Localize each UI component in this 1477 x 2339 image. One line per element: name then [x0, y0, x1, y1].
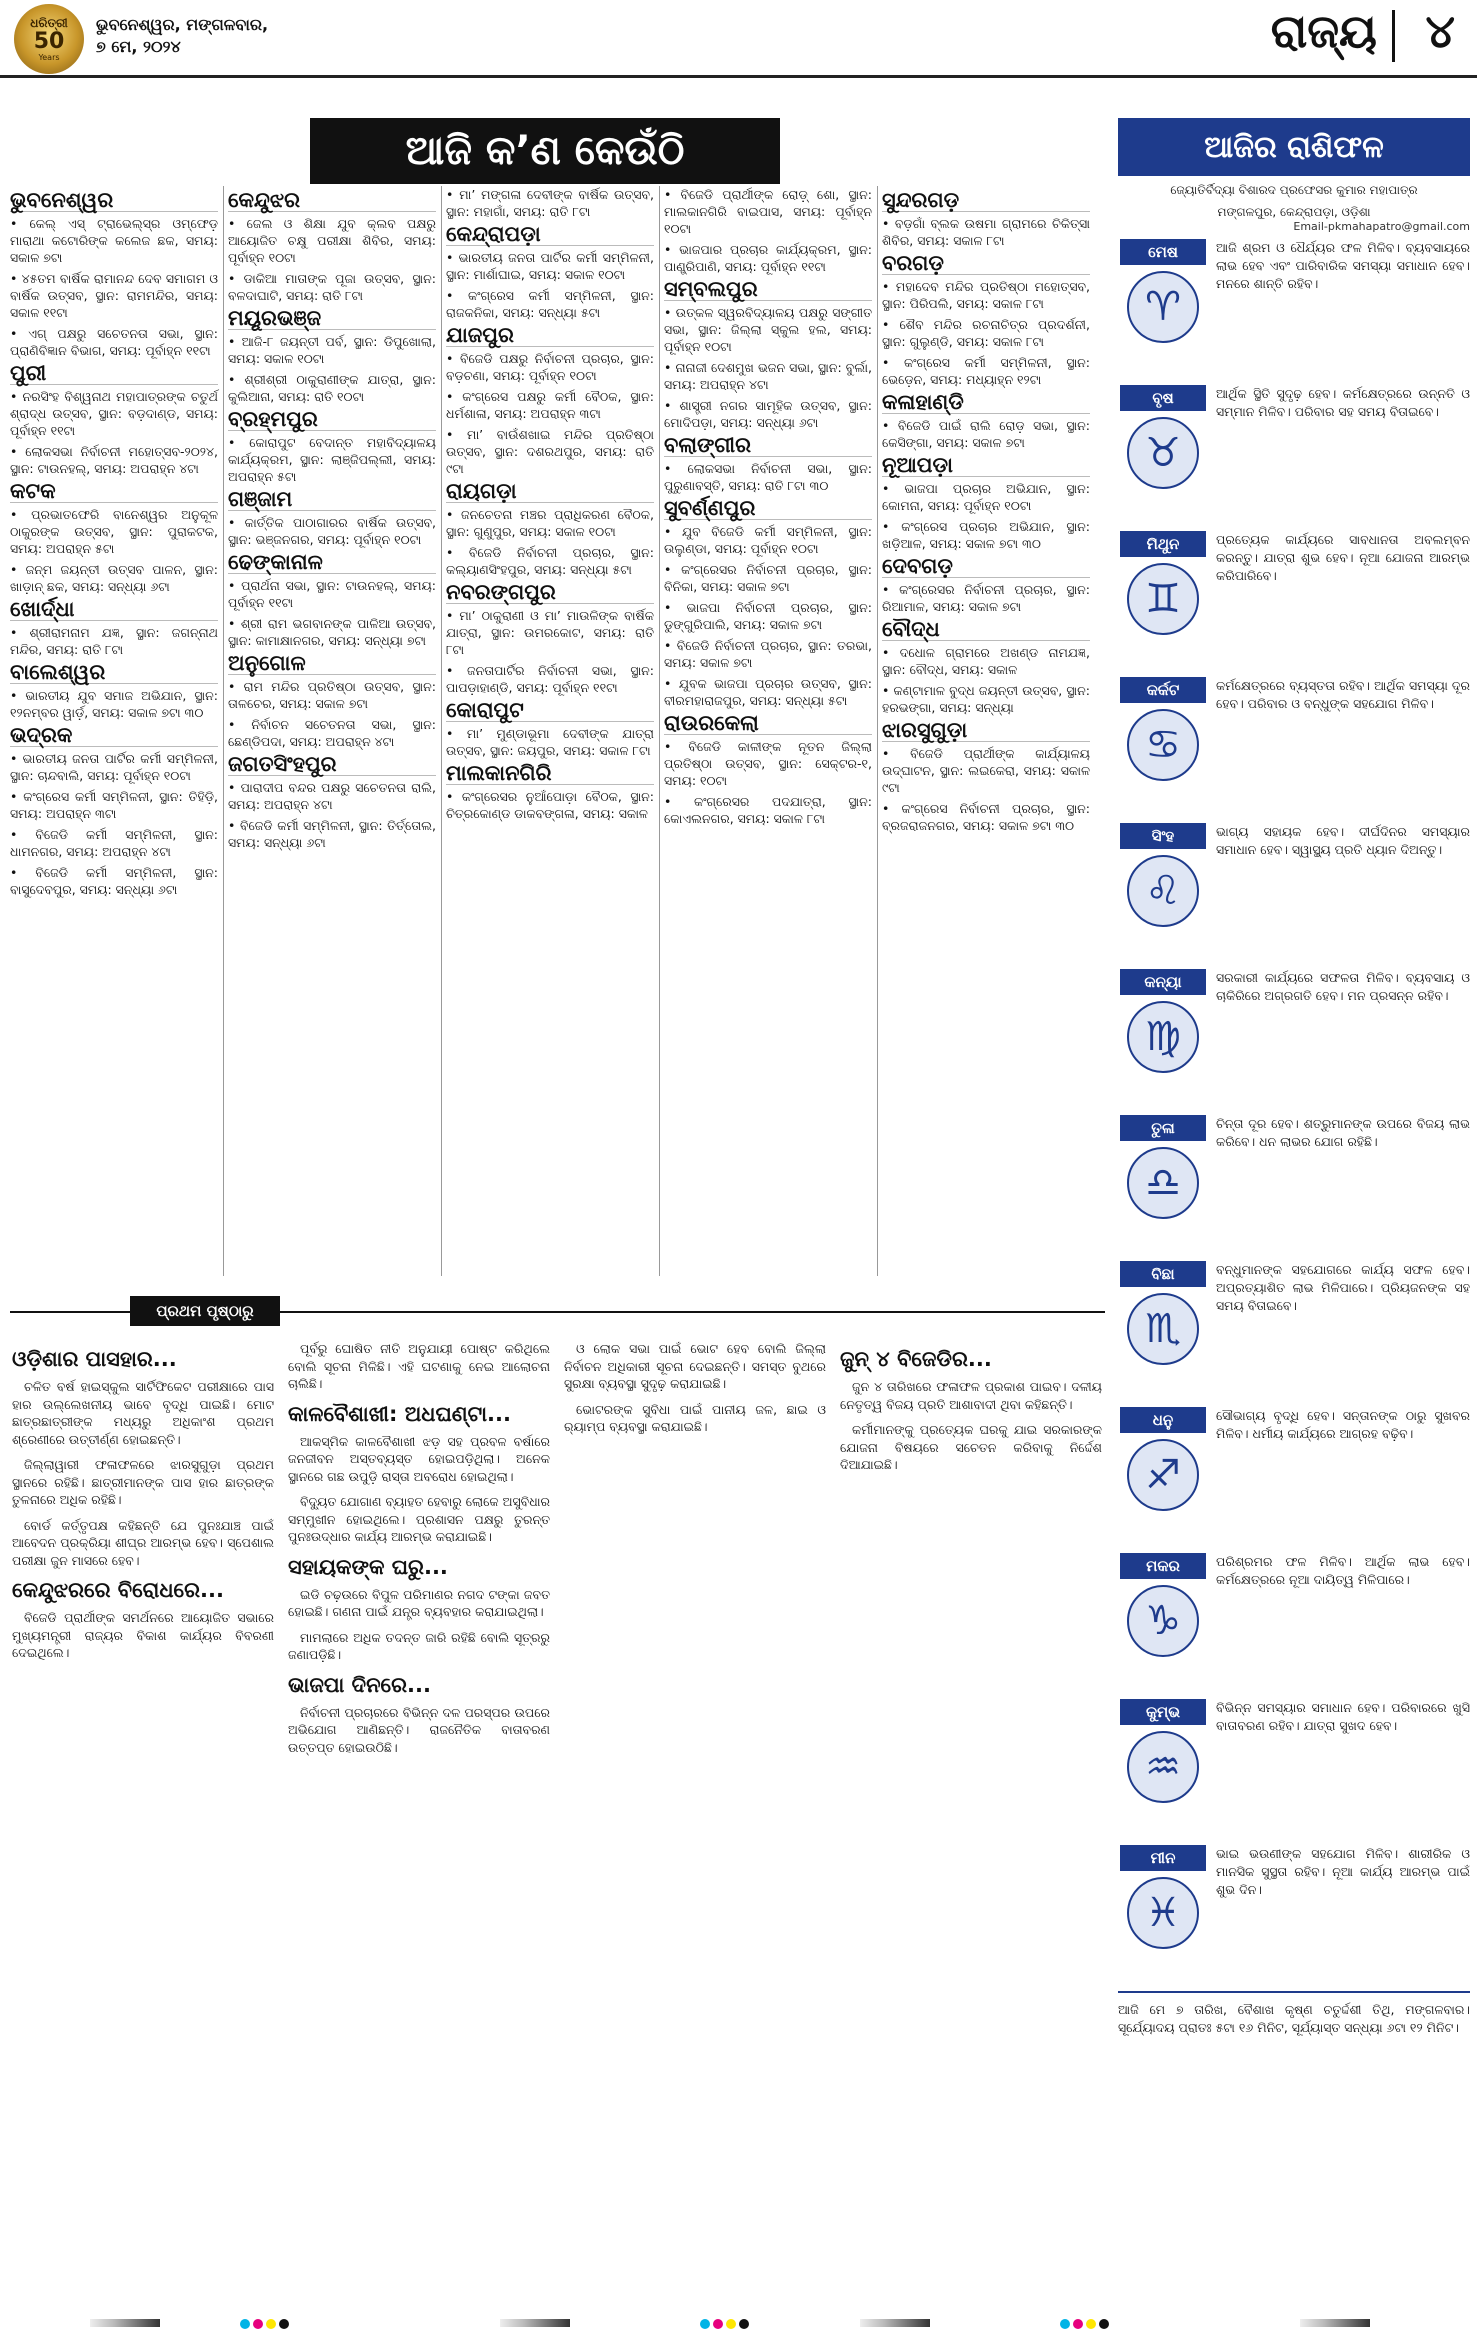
event-item: • ପ୍ରାର୍ଥନା ସଭା, ସ୍ଥାନ: ଟାଉନହଲ୍‌, ସମୟ: ପୂର୍ବାହ୍ନ ୧୧ଟା: [228, 577, 436, 611]
grey-scale-bar: [90, 2319, 160, 2327]
event-item: • ୪୫ତମ ବାର୍ଷିକ ରାମାନନ୍ଦ ଦେବ ସମାଗମ ଓ ବାର୍ଷିକ ଉତ୍ସବ, ସ୍ଥାନ: ରାମମନ୍ଦିର, ସମୟ: ସକାଳ ୧୧ଟା: [10, 270, 218, 321]
article-column: [12, 1340, 274, 1670]
grey-scale-bar: [860, 2319, 930, 2327]
zodiac-badge: [1118, 1261, 1208, 1393]
zodiac-badge: [1118, 1407, 1208, 1539]
horoscope-author-address: ମଙ୍ଗଳପୁର, କେନ୍ଦ୍ରାପଡ଼ା, ଓଡ଼ିଶା: [1217, 205, 1371, 219]
event-item: • ବଡ଼ଗାଁ ବ୍ଲକ ଉଷମା ଗ୍ରାମରେ ଚିକିତ୍ସା ଶିବିର, ସମୟ: ସକାଳ ୮ଟା: [882, 215, 1090, 249]
event-item: • କଂଗ୍ରେସ ନିର୍ବାଚନୀ ପ୍ରଚାର, ସ୍ଥାନ: ବ୍ରଜରାଜନଗର, ସମୟ: ସକାଳ ୭ଟା ୩୦: [882, 800, 1090, 834]
article-paragraph: ପୂର୍ବରୁ ଘୋଷିତ ନୀତି ଅନୁଯାୟୀ ପୋଷ୍ଟ କରିଥିଲେ ବୋଲି ସୂଚନା ମିଳିଛି। ଏହି ଘଟଣାକୁ ନେଇ ଆଲୋଚନା ଚାଲିଛି।: [288, 1341, 550, 1391]
zodiac-sign-list: [1118, 239, 1470, 1977]
city-heading: ନବରଙ୍ଗପୁର: [446, 584, 654, 604]
event-item: • ବିଜେଡି କର୍ମୀ ସମ୍ମିଳନୀ, ସ୍ଥାନ: ତିର୍ତ୍ତୋଲ, ସମୟ: ସନ୍ଧ୍ୟା ୬ଟା: [228, 817, 436, 851]
event-item: • ବିଜେଡି ପ୍ରାର୍ଥୀଙ୍କ ରୋଡ଼୍‌ ଶୋ, ସ୍ଥାନ: ମାଲକାନଗିରି ବାଇପାସ, ସମୟ: ପୂର୍ବାହ୍ନ ୧୦ଟା: [664, 186, 872, 237]
zodiac-badge: [1118, 239, 1208, 371]
zodiac-sign-name: ଧନୁ: [1120, 1407, 1206, 1433]
zodiac-sign-name: ବିଛା: [1120, 1261, 1206, 1287]
zodiac-badge: [1118, 969, 1208, 1101]
zodiac-badge: [1118, 385, 1208, 517]
zodiac-sign-name: ମିଥୁନ: [1120, 531, 1206, 557]
article-paragraph: କର୍ମୀମାନଙ୍କୁ ପ୍ରତ୍ୟେକ ଘରକୁ ଯାଇ ସରକାରଙ୍କ ଯୋଜନା ବିଷୟରେ ସଚେତନ କରିବାକୁ ନିର୍ଦ୍ଦେଶ ଦିଆଯାଇଛି।: [840, 1422, 1102, 1472]
zodiac-prediction-text: ଭାଇ ଭଉଣୀଙ୍କ ସହଯୋଗ ମିଳିବ। ଶାରୀରିକ ଓ ମାନସିକ ସୁସ୍ଥତା ରହିବ। ନୂଆ କାର୍ଯ୍ୟ ଆରମ୍ଭ ପାଇଁ ଶୁଭ ଦିନ।: [1216, 1846, 1470, 1897]
zodiac-sign-name: କନ୍ୟା: [1120, 969, 1206, 995]
event-item: • ଭାଜପା ନିର୍ବାଚନୀ ପ୍ରଚାର, ସ୍ଥାନ: ଡୁଙ୍ଗୁରିପାଲି, ସମୟ: ସକାଳ ୭ଟା: [664, 599, 872, 633]
zodiac-sign-name: ମେଷ: [1120, 239, 1206, 265]
event-item: • କଣ୍ଟାମାଳ ବୁଦ୍ଧ ଜୟନ୍ତୀ ଉତ୍ସବ, ସ୍ଥାନ: ହରଭଙ୍ଗା, ସମୟ: ସନ୍ଧ୍ୟା: [882, 682, 1090, 716]
section-title: ରାଜ୍ୟ: [1270, 4, 1377, 58]
zodiac-prediction-text: ପ୍ରତ୍ୟେକ କାର୍ଯ୍ୟରେ ସାବଧାନତା ଅବଲମ୍ବନ କରନ୍ତୁ। ଯାତ୍ରା ଶୁଭ ହେବ। ନୂଆ ଯୋଜନା ଆରମ୍ଭ କରିପାରିବେ।: [1216, 532, 1470, 583]
city-heading: ଭଦ୍ରକ: [10, 727, 218, 747]
zodiac-badge: [1118, 823, 1208, 955]
event-item: • ବିଜେଡି ପାଇଁ ରାଲି ରୋଡ଼ ସଭା, ସ୍ଥାନ: କେସିଙ୍ଗା, ସମୟ: ସକାଳ ୭ଟା: [882, 417, 1090, 451]
event-item: • ବିଜେଡି କାଳୀଙ୍କ ନୂତନ ଜିଲ୍ଲା ପ୍ରତିଷ୍ଠା ଉତ୍ସବ, ସ୍ଥାନ: ସେକ୍ଟର-୧, ସମୟ: ୧୦ଟା: [664, 738, 872, 789]
zodiac-symbol-icon: ♑: [1127, 1585, 1199, 1657]
event-column: [446, 186, 654, 826]
front-page-continuation-tag: ପ୍ରଥମ ପୃଷ୍ଠାରୁ: [130, 1296, 280, 1326]
event-item: • କଂଗ୍ରେସର ନିର୍ବାଚନୀ ପ୍ରଚାର, ସ୍ଥାନ: ବିନିକା, ସମୟ: ସକାଳ ୭ଟା: [664, 561, 872, 595]
black-dot: [739, 2319, 749, 2329]
city-heading: ଅନୁଗୋଳ: [228, 655, 436, 675]
event-item: • କଂଗ୍ରେସ କର୍ମୀ ସମ୍ମିଳନୀ, ସ୍ଥାନ: ତିହିଡ଼ି, ସମୟ: ଅପରାହ୍ନ ୩ଟା: [10, 788, 218, 822]
cyan-dot: [240, 2319, 250, 2329]
color-registration-dots: [1060, 2319, 1109, 2329]
event-item: • ବିଜେଡି ପକ୍ଷରୁ ନିର୍ବାଚନୀ ପ୍ରଚାର, ସ୍ଥାନ: ବଡ଼ଚଣା, ସମୟ: ପୂର୍ବାହ୍ନ ୧୦ଟା: [446, 350, 654, 384]
color-registration-dots: [240, 2319, 289, 2329]
grey-scale-bar: [1300, 2319, 1370, 2327]
article-headline: ସହାୟକଙ୍କ ଘରୁ...: [288, 1554, 448, 1579]
article-column: [564, 1340, 826, 1444]
article-paragraph: ବିଜେଡି ପ୍ରାର୍ଥୀଙ୍କ ସମର୍ଥନରେ ଆୟୋଜିତ ସଭାରେ ମୁଖ୍ୟମନ୍ତ୍ରୀ ରାଜ୍ୟର ବିକାଶ କାର୍ଯ୍ୟର ବିବରଣୀ ଦେଇଥିଲେ।: [12, 1610, 274, 1660]
event-item: • କଂଗ୍ରେସ କର୍ମୀ ସମ୍ମିଳନୀ, ସ୍ଥାନ: ରାଜକନିକା, ସମୟ: ସନ୍ଧ୍ୟା ୫ଟା: [446, 287, 654, 321]
event-item: • ଉତ୍କଳ ସ୍ୱରବିଦ୍ୟାଳୟ ପକ୍ଷରୁ ସଙ୍ଗୀତ ସଭା, ସ୍ଥାନ: ଜିଲ୍ଲା ସ୍କୁଲ ହଲ, ସମୟ: ପୂର୍ବାହ୍ନ ୧୦ଟା: [664, 304, 872, 355]
city-heading: କେନ୍ଦୁଝର: [228, 192, 436, 212]
zodiac-prediction-text: ଚିନ୍ତା ଦୂର ହେବ। ଶତ୍ରୁମାନଙ୍କ ଉପରେ ବିଜୟ ଲାଭ କରିବେ। ଧନ ଲାଭର ଯୋଗ ରହିଛି।: [1216, 1116, 1470, 1149]
event-item: • କୋରାପୁଟ ବେଦାନ୍ତ ମହାବିଦ୍ୟାଳୟ କାର୍ଯ୍ୟକ୍ରମ, ସ୍ଥାନ: ଲାଞ୍ଜିପଲ୍ଲୀ, ସମୟ: ଅପରାହ୍ନ ୫ଟା: [228, 434, 436, 485]
city-heading: କଳାହାଣ୍ଡି: [882, 394, 1090, 414]
yellow-dot: [726, 2319, 736, 2329]
zodiac-badge: [1118, 1845, 1208, 1977]
event-item: • କଂଗ୍ରେସ କର୍ମୀ ସମ୍ମିଳନୀ, ସ୍ଥାନ: ଭେଡ଼େନ, ସମୟ: ମଧ୍ୟାହ୍ନ ୧୨ଟା: [882, 354, 1090, 388]
event-item: • ମା’ ମୁଣ୍ଡାଭୂମା ଦେବୀଙ୍କ ଯାତ୍ରା ଉତ୍ସବ, ସ୍ଥାନ: ଜୟପୁର, ସମୟ: ସକାଳ ୮ଟା: [446, 725, 654, 759]
horoscope-email: Email-pkmahapatro@gmail.com: [1293, 220, 1470, 233]
section-divider: [1392, 10, 1395, 62]
event-item: • ଭାଜପା ପ୍ରଚାର ଅଭିଯାନ, ସ୍ଥାନ: କୋମନା, ସମୟ: ପୂର୍ବାହ୍ନ ୧୦ଟା: [882, 480, 1090, 514]
dateline: [96, 14, 268, 58]
print-registration-footer: [0, 2303, 1477, 2339]
event-item: • ଡାକିଆ ମାତାଙ୍କ ପୂଜା ଉତ୍ସବ, ସ୍ଥାନ: ବଳଦାଘାଟି, ସମୟ: ରାତି ୮ଟା: [228, 270, 436, 304]
event-item: • ଜେଲ ଓ ଶିକ୍ଷା ଯୁବ କ୍ଲବ ପକ୍ଷରୁ ଆୟୋଜିତ ଚକ୍ଷୁ ପରୀକ୍ଷା ଶିବିର, ସମୟ: ପୂର୍ବାହ୍ନ ୧୦ଟା: [228, 215, 436, 266]
place-day: ଭୁବନେଶ୍ୱର, ମଙ୍ଗଳବାର,: [96, 15, 269, 34]
city-heading: ସୁନ୍ଦରଗଡ଼: [882, 192, 1090, 212]
zodiac-sign-entry: [1118, 239, 1470, 371]
article-headline: କେନ୍ଦୁଝରରେ ବିରୋଧରେ...: [12, 1578, 224, 1602]
event-column: [228, 186, 436, 855]
event-item: • ବିଜେଡି କର୍ମୀ ସମ୍ମିଳନୀ, ସ୍ଥାନ: ଧାମନଗର, ସମୟ: ଅପରାହ୍ନ ୪ଟା: [10, 826, 218, 860]
city-heading: ରାୟଗଡ଼ା: [446, 483, 654, 503]
zodiac-sign-entry: [1118, 385, 1470, 517]
city-heading: ମୟୂରଭଞ୍ଜ: [228, 310, 436, 330]
event-item: • ବିଜେଡି ନିର୍ବାଚନୀ ପ୍ରଚାର, ସ୍ଥାନ: ତରଭା, ସମୟ: ସକାଳ ୭ଟା: [664, 637, 872, 671]
black-dot: [1099, 2319, 1109, 2329]
zodiac-sign-entry: [1118, 1407, 1470, 1539]
event-item: • ଜନତାପାର୍ଟିର ନିର୍ବାଚନୀ ସଭା, ସ୍ଥାନ: ପାପଡ଼ାହାଣ୍ଡି, ସମୟ: ପୂର୍ବାହ୍ନ ୧୧ଟା: [446, 662, 654, 696]
event-item: • ଲୋକସଭା ନିର୍ବାଚନୀ ମହୋତ୍ସବ-୨୦୨୪, ସ୍ଥାନ: ଟାଉନହଲ୍‌, ସମୟ: ଅପରାହ୍ନ ୪ଟା: [10, 443, 218, 477]
event-item: • ମା’ ମଙ୍ଗଳା ଦେବୀଙ୍କ ବାର୍ଷିକ ଉତ୍ସବ, ସ୍ଥାନ: ମହାଗାଁ, ସମୟ: ରାତି ୮ଟା: [446, 186, 654, 220]
grey-scale-bar: [500, 2319, 570, 2327]
city-heading: ସୁବର୍ଣ୍ଣପୁର: [664, 500, 872, 520]
event-column: [882, 186, 1090, 838]
city-heading: ବଲାଙ୍ଗୀର: [664, 437, 872, 457]
yellow-dot: [266, 2319, 276, 2329]
event-item: • କଂଗ୍ରେସ ପ୍ରଚାର ଅଭିଯାନ, ସ୍ଥାନ: ଖଡ଼ିଆଳ, ସମୟ: ସକାଳ ୭ଟା ୩୦: [882, 518, 1090, 552]
event-item: • ବିଜେଡି ନିର୍ବାଚନୀ ପ୍ରଚାର, ସ୍ଥାନ: କଲ୍ୟାଣସିଂହପୁର, ସମୟ: ସନ୍ଧ୍ୟା ୫ଟା: [446, 544, 654, 578]
zodiac-symbol-icon: ♐: [1127, 1439, 1199, 1511]
event-column: [10, 186, 218, 902]
event-item: • ରାମ ମନ୍ଦିର ପ୍ରତିଷ୍ଠା ଉତ୍ସବ, ସ୍ଥାନ: ତାଳଚେର, ସମୟ: ସକାଳ ୭ଟା: [228, 678, 436, 712]
zodiac-prediction-text: ଭାଗ୍ୟ ସହାୟକ ହେବ। ଦୀର୍ଘଦିନର ସମସ୍ୟାର ସମାଧାନ ହେବ। ସ୍ୱାସ୍ଥ୍ୟ ପ୍ରତି ଧ୍ୟାନ ଦିଅନ୍ତୁ।: [1216, 824, 1470, 857]
column-rule: [659, 186, 660, 1276]
zodiac-prediction-text: ଆଜି ଶ୍ରମ ଓ ଧୈର୍ଯ୍ୟର ଫଳ ମିଳିବ। ବ୍ୟବସାୟରେ ଲାଭ ହେବ ଏବଂ ପାରିବାରିକ ସମସ୍ୟା ସମାଧାନ ହେବ। ମନରେ ଶାନ୍ତି ରହିବ।: [1216, 240, 1470, 291]
city-heading: ମାଲକାନଗିରି: [446, 765, 654, 785]
city-heading: ବରଗଡ଼: [882, 255, 1090, 275]
zodiac-sign-entry: [1118, 1115, 1470, 1247]
event-item: • ଜନଚେତନା ମଞ୍ଚର ପ୍ରାଧିକରଣ ବୈଠକ, ସ୍ଥାନ: ଗୁଣୁପୁର, ସମୟ: ସକାଳ ୧୦ଟା: [446, 506, 654, 540]
event-item: • ଯୁବକ ଭାଜପା ପ୍ରଚାର ଉତ୍ସବ, ସ୍ଥାନ: ବୀରମହାରାଜପୁର, ସମୟ: ସନ୍ଧ୍ୟା ୫ଟା: [664, 675, 872, 709]
column-rule: [223, 186, 224, 1276]
logo-years: Years: [38, 53, 60, 62]
event-item: • କଂଗ୍ରେସର ନୁଆଁପୋଡ଼ା ବୈଠକ, ସ୍ଥାନ: ଚିତ୍ରକୋଣ୍ଡ ଡାକବଙ୍ଗଳା, ସମୟ: ସକାଳ: [446, 788, 654, 822]
zodiac-badge: [1118, 1115, 1208, 1247]
event-item: • ନିର୍ବାଚନ ସଚେତନତା ସଭା, ସ୍ଥାନ: ଛେଣ୍ଡିପଦା, ସମୟ: ଅପରାହ୍ନ ୪ଟା: [228, 716, 436, 750]
city-heading: ଝାରସୁଗୁଡ଼ା: [882, 722, 1090, 742]
article-headline: ଜୁନ୍ ୪ ବିଜେଡିର...: [840, 1347, 992, 1371]
zodiac-sign-name: ମୀନ: [1120, 1845, 1206, 1871]
zodiac-symbol-icon: ♍: [1127, 1001, 1199, 1073]
event-item: • ମା’ ଠାକୁରାଣୀ ଓ ମା’ ମାଉଳିଙ୍କ ବାର୍ଷିକ ଯାତ୍ରା, ସ୍ଥାନ: ଉମରକୋଟ, ସମୟ: ରାତି ୮ଟା: [446, 607, 654, 658]
city-heading: କେନ୍ଦ୍ରାପଡ଼ା: [446, 226, 654, 246]
event-item: • ବିଜେଡି ପ୍ରାର୍ଥୀଙ୍କ କାର୍ଯ୍ୟାଳୟ ଉଦ୍‌ଘାଟନ, ସ୍ଥାନ: ଲଇକେରା, ସମୟ: ସକାଳ ୯ଟା: [882, 745, 1090, 796]
masthead: [0, 0, 1477, 78]
zodiac-sign-name: ତୁଳା: [1120, 1115, 1206, 1141]
cyan-dot: [1060, 2319, 1070, 2329]
cyan-dot: [700, 2319, 710, 2329]
article-paragraph: ଜିଲ୍ଲାୱାରୀ ଫଳାଫଳରେ ଝାରସୁଗୁଡ଼ା ପ୍ରଥମ ସ୍ଥାନରେ ରହିଛି। ଛାତ୍ରୀମାନଙ୍କ ପାସ ହାର ଛାତ୍ରଙ୍କ ତୁଳନାରେ ଅଧିକ ରହିଛି।: [12, 1457, 274, 1507]
city-heading: ପୁରୀ: [10, 365, 218, 385]
event-item: • ପ୍ରଭାତଫେରି ବାନେଶ୍ୱର ଅନୁକୂଳ ଠାକୁରଙ୍କ ଉତ୍ସବ, ସ୍ଥାନ: ପୁରାକଟକ, ସମୟ: ଅପରାହ୍ନ ୫ଟା: [10, 506, 218, 557]
city-heading: ନୂଆପଡ଼ା: [882, 457, 1090, 477]
event-item: • ବିଜେଡି କର୍ମୀ ସମ୍ମିଳନୀ, ସ୍ଥାନ: ବାସୁଦେବପୁର, ସମୟ: ସନ୍ଧ୍ୟା ୬ଟା: [10, 864, 218, 898]
zodiac-sign-entry: [1118, 969, 1470, 1101]
city-heading: ଢେଙ୍କାନାଳ: [228, 554, 436, 574]
city-heading: କଟକ: [10, 483, 218, 503]
event-item: • ଶ୍ରୀ ରାମ ଭଗବାନଙ୍କ ପାଳିଆ ଉତ୍ସବ, ସ୍ଥାନ: କାମାକ୍ଷାନଗର, ସମୟ: ସନ୍ଧ୍ୟା ୭ଟା: [228, 615, 436, 649]
zodiac-symbol-icon: ♊: [1127, 563, 1199, 635]
zodiac-badge: [1118, 1699, 1208, 1831]
zodiac-badge: [1118, 677, 1208, 809]
zodiac-sign-name: ବୃଷ: [1120, 385, 1206, 411]
article-paragraph: ଜୁନ ୪ ତାରିଖରେ ଫଳାଫଳ ପ୍ରକାଶ ପାଇବ। ଦଳୀୟ ନେତୃତ୍ୱ ବିଜୟ ପ୍ରତି ଆଶାବାଦୀ ଥିବା କହିଛନ୍ତି।: [840, 1379, 1102, 1412]
city-heading: ସମ୍ବଲପୁର: [664, 281, 872, 301]
black-dot: [279, 2319, 289, 2329]
horoscope-panel: [1118, 118, 1470, 2288]
city-heading: କୋରାପୁଟ: [446, 702, 654, 722]
event-item: • କଂଗ୍ରେସର ପଦଯାତ୍ରା, ସ୍ଥାନ: କୋଏଲନଗର, ସମୟ: ସକାଳ ୮ଟା: [664, 793, 872, 827]
article-paragraph: ବୋର୍ଡ କର୍ତ୍ତୃପକ୍ଷ କହିଛନ୍ତି ଯେ ପୁନଃଯାଞ୍ଚ ପାଇଁ ଆବେଦନ ପ୍ରକ୍ରିୟା ଶୀଘ୍ର ଆରମ୍ଭ ହେବ। ସ୍ପେଶାଲ ପରୀକ୍ଷା ଜୁନ ମାସରେ ହେବ।: [12, 1517, 274, 1568]
event-item: • ଏଗ୍ ପକ୍ଷରୁ ସଚେତନତା ସଭା, ସ୍ଥାନ: ପ୍ରାଣିବିଜ୍ଞାନ ବିଭାଗ, ସମୟ: ପୂର୍ବାହ୍ନ ୧୧ଟା: [10, 325, 218, 359]
event-item: • ଜନ୍ମ ଜୟନ୍ତୀ ଉତ୍ସବ ପାଳନ, ସ୍ଥାନ: ଖାଡ଼ାନ୍‌ ଛକ, ସମୟ: ସନ୍ଧ୍ୟା ୬ଟା: [10, 561, 218, 595]
horoscope-author: ଜ୍ୟୋତିର୍ବିଦ୍ୟା ବିଶାରଦ ପ୍ରଫେସର କୁମାର ମହାପାତ୍ର: [1170, 183, 1418, 197]
color-registration-dots: [700, 2319, 749, 2329]
article-column: [288, 1340, 550, 1764]
event-item: • ଦଧୋଳ ଗ୍ରାମରେ ଅଖଣ୍ଡ ନାମଯଜ୍ଞ, ସ୍ଥାନ: ବୌଦ୍ଧ, ସମୟ: ସକାଳ: [882, 644, 1090, 678]
zodiac-symbol-icon: ♏: [1127, 1293, 1199, 1365]
almanac-text: ଆଜି ମେ ୭ ତାରିଖ, ବୈଶାଖ କୃଷ୍ଣ ଚତୁର୍ଦ୍ଦଶୀ ତିଥି, ମଙ୍ଗଳବାର। ସୂର୍ଯ୍ୟୋଦୟ ପ୍ରାତଃ ୫ଟା ୧୬ ମିନିଟ, ସୂର୍ଯ୍ୟାସ୍ତ ସନ୍ଧ୍ୟା ୬ଟା ୧୨ ମିନିଟ।: [1118, 1991, 1470, 2037]
zodiac-symbol-icon: ♈: [1127, 271, 1199, 343]
zodiac-prediction-text: ବିଭିନ୍ନ ସମସ୍ୟାର ସମାଧାନ ହେବ। ପରିବାରରେ ଖୁସି ବାତାବରଣ ରହିବ। ଯାତ୍ରା ସୁଖଦ ହେବ।: [1216, 1700, 1470, 1733]
zodiac-symbol-icon: ♉: [1127, 417, 1199, 489]
zodiac-sign-entry: [1118, 1845, 1470, 1977]
magenta-dot: [1073, 2319, 1083, 2329]
event-item: • ଶ୍ରୀରାମନାମ ଯଜ୍ଞ, ସ୍ଥାନ: ଜଗନ୍ନାଥ ମନ୍ଦିର, ସମୟ: ରାତି ୮ଟା: [10, 624, 218, 658]
zodiac-symbol-icon: ♌: [1127, 855, 1199, 927]
city-heading: ଯାଜପୁର: [446, 327, 654, 347]
city-heading: ଦେବଗଡ଼: [882, 558, 1090, 578]
yellow-dot: [1086, 2319, 1096, 2329]
article-paragraph: ବିଦ୍ୟୁତ ଯୋଗାଣ ବ୍ୟାହତ ହେବାରୁ ଲୋକେ ଅସୁବିଧାର ସମ୍ମୁଖୀନ ହୋଇଥିଲେ। ପ୍ରଶାସନ ପକ୍ଷରୁ ତୁରନ୍ତ ପୁନଃଉଦ୍ଧାର କାର୍ଯ୍ୟ ଆରମ୍ଭ କରାଯାଇଛି।: [288, 1494, 550, 1544]
article-paragraph: ମାମଲାରେ ଅଧିକ ତଦନ୍ତ ଜାରି ରହିଛି ବୋଲି ସୂତ୍ରରୁ ଜଣାପଡ଼ିଛି।: [288, 1629, 550, 1662]
city-heading: ଗଞ୍ଜାମ: [228, 491, 436, 511]
event-item: • ଆଜି-୮ ଜୟନ୍ତୀ ପର୍ବ, ସ୍ଥାନ: ଡିପୁଖୋଲା, ସମୟ: ସକାଳ ୧୦ଟା: [228, 333, 436, 367]
event-item: • ଶ୍ରୀଶ୍ରୀ ଠାକୁରାଣୀଙ୍କ ଯାତ୍ରା, ସ୍ଥାନ: କୁଲିଆନା, ସମୟ: ରାତି ୧୦ଟା: [228, 371, 436, 405]
magenta-dot: [713, 2319, 723, 2329]
event-item: • ଶାସ୍ତ୍ରୀ ନଗର ସାମୂହିକ ଉତ୍ସବ, ସ୍ଥାନ: ମୋଦିପଡ଼ା, ସମୟ: ସନ୍ଧ୍ୟା ୬ଟା: [664, 397, 872, 431]
city-heading: ବ୍ରହ୍ମପୁର: [228, 411, 436, 431]
zodiac-prediction-text: ଆର୍ଥିକ ସ୍ଥିତି ସୁଦୃଢ଼ ହେବ। କର୍ମକ୍ଷେତ୍ରରେ ଉନ୍ନତି ଓ ସମ୍ମାନ ମିଳିବ। ପରିବାର ସହ ସମୟ ବିତାଇବେ।: [1216, 386, 1470, 419]
city-heading: ଜଗତସିଂହପୁର: [228, 756, 436, 776]
article-headline: କାଳବୈଶାଖୀ: ଅଧଘଣ୍ଟା...: [288, 1401, 511, 1426]
newspaper-logo: [14, 4, 84, 74]
zodiac-prediction-text: ସରକାରୀ କାର୍ଯ୍ୟରେ ସଫଳତା ମିଳିବ। ବ୍ୟବସାୟ ଓ ଚାକିରିରେ ଅଗ୍ରଗତି ହେବ। ମନ ପ୍ରସନ୍ନ ରହିବ।: [1216, 970, 1470, 1003]
event-item: • ମହାଦେବ ମନ୍ଦିର ପ୍ରତିଷ୍ଠା ମହୋତ୍ସବ, ସ୍ଥାନ: ପିରିପଲି, ସମୟ: ସକାଳ ୮ଟା: [882, 278, 1090, 312]
event-item: • କେଲ୍ ଏସ୍‌ ଟ୍ରାଭେଲ୍ସ୍‌ର ଓମ୍‌ଫେଡ଼ ମାରାଥା କଟୋରି‌ଙ୍କ କଲେଜ ଛକ, ସମୟ: ସକାଳ ୭ଟା: [10, 215, 218, 266]
city-heading: ଭୁବନେଶ୍ୱର: [10, 192, 218, 212]
zodiac-badge: [1118, 1553, 1208, 1685]
zodiac-sign-entry: [1118, 1699, 1470, 1831]
event-item: • ପାରାଦୀପ ବନ୍ଦର ପକ୍ଷରୁ ସଚେତନତା ରାଲି, ସମୟ: ଅପରାହ୍ନ ୪ଟା: [228, 779, 436, 813]
page-number: ୪: [1425, 4, 1455, 58]
city-heading: ଖୋର୍ଦ୍ଧା: [10, 601, 218, 621]
magenta-dot: [253, 2319, 263, 2329]
event-item: • ଭାରତୀୟ ଜନତା ପାର୍ଟିର କର୍ମୀ ସମ୍ମିଳନୀ, ସ୍ଥାନ: ଚାନ୍ଦବାଲି, ସମୟ: ପୂର୍ବାହ୍ନ ୧୦ଟା: [10, 750, 218, 784]
issue-date: ୭ ମେ, ୨୦୨୪: [96, 37, 181, 56]
event-item: • ମା’ ବାଉଁଶଖାଇ ମନ୍ଦିର ପ୍ରତିଷ୍ଠା ଉତ୍ସବ, ସ୍ଥାନ: ଦଶରଥପୁର, ସମୟ: ରାତି ୯ଟା: [446, 426, 654, 477]
article-paragraph: ଓ ଲୋକ ସଭା ପାଇଁ ଭୋଟ ହେବ ବୋଲି ଜିଲ୍ଲା ନିର୍ବାଚନ ଅଧିକାରୀ ସୂଚନା ଦେଇଛନ୍ତି। ସମସ୍ତ ବୁଥରେ ସୁରକ୍ଷା ବ୍ୟବସ୍ଥା ସୁଦୃଢ଼ କରାଯାଇଛି।: [564, 1341, 826, 1391]
zodiac-symbol-icon: ♎: [1127, 1147, 1199, 1219]
horoscope-title: ଆଜିର ରାଶିଫଳ: [1118, 118, 1470, 176]
event-item: • ଭାରତୀୟ ଯୁବ ସମାଜ ଅଭିଯାନ, ସ୍ଥାନ: ୧୨ନମ୍ବର ୱାର୍ଡ଼, ସମୟ: ସକାଳ ୭ଟା ୩୦: [10, 687, 218, 721]
zodiac-prediction-text: କର୍ମକ୍ଷେତ୍ରରେ ବ୍ୟସ୍ତତା ରହିବ। ଆର୍ଥିକ ସମସ୍ୟା ଦୂର ହେବ। ପରିବାର ଓ ବନ୍ଧୁଙ୍କ ସହଯୋଗ ମିଳିବ।: [1216, 678, 1470, 711]
zodiac-sign-name: ସିଂହ: [1120, 823, 1206, 849]
article-paragraph: ନିର୍ବାଚନୀ ପ୍ରଚାରରେ ବିଭିନ୍ନ ଦଳ ପରସ୍ପର ଉପରେ ଅଭିଯୋଗ ଆଣିଛନ୍ତି। ରାଜନୈତିକ ବାତାବରଣ ଉତ୍ତପ୍ତ ହୋଇଉଠିଛି।: [288, 1704, 550, 1755]
zodiac-sign-entry: [1118, 531, 1470, 663]
zodiac-symbol-icon: ♒: [1127, 1731, 1199, 1803]
article-headline: ଭାଜପା ଦିନରେ...: [288, 1672, 431, 1697]
column-rule: [877, 186, 878, 1276]
article-paragraph: ଆକସ୍ମିକ କାଳବୈଶାଖୀ ଝଡ଼ ସହ ପ୍ରବଳ ବର୍ଷାରେ ଜନଜୀବନ ଅସ୍ତବ୍ୟସ୍ତ ହୋଇପଡ଼ିଥିଲା। ଅନେକ ସ୍ଥାନରେ ଗଛ ଉପୁଡ଼ି ରାସ୍ତା ଅବରୋଧ ହୋଇଥିଲା।: [288, 1433, 550, 1484]
article-paragraph: ଚଳିତ ବର୍ଷ ହାଇସ୍କୁଲ ସାର୍ଟିଫିକେଟ ପରୀକ୍ଷାରେ ପାସ ହାର ଉଲ୍ଲେଖନୀୟ ଭାବେ ବୃଦ୍ଧି ପାଇଛି। ମୋଟ ଛାତ୍ରଛାତ୍ରୀଙ୍କ ମଧ୍ୟରୁ ଅଧିକାଂଶ ପ୍ରଥମ ଶ୍ରେଣୀରେ ଉତ୍ତୀର୍ଣ୍ଣ ହୋଇଛନ୍ତି।: [12, 1379, 274, 1447]
zodiac-prediction-text: ସୌଭାଗ୍ୟ ବୃଦ୍ଧି ହେବ। ସନ୍ତାନଙ୍କ ଠାରୁ ସୁଖବର ମିଳିବ। ଧର୍ମୀୟ କାର୍ଯ୍ୟରେ ଆଗ୍ରହ ବଢ଼ିବ।: [1216, 1408, 1470, 1441]
city-heading: ବୌଦ୍ଧ: [882, 621, 1090, 641]
event-item: • ଶୈବ ମନ୍ଦିର ରଚନାଚିତ୍ର ପ୍ରଦର୍ଶନୀ, ସ୍ଥାନ: ଗୁଲୁଣ୍ଡି, ସମୟ: ସକାଳ ୮ଟା: [882, 316, 1090, 350]
city-heading: ରାଉରକେଲା: [664, 715, 872, 735]
event-item: • କଂଗ୍ରେସ ପକ୍ଷରୁ କର୍ମୀ ବୈଠକ, ସ୍ଥାନ: ଧର୍ମଶାଳା, ସମୟ: ଅପରାହ୍ନ ୩ଟା: [446, 388, 654, 422]
city-heading: ବାଲେଶ୍ୱର: [10, 664, 218, 684]
logo-title: ଧରିତ୍ରୀ: [30, 16, 68, 30]
event-item: • ଲୋକସଭା ନିର୍ବାଚନୀ ସଭା, ସ୍ଥାନ: ପୁରୁଣାବସ୍ତି, ସମୟ: ରାତି ୮ଟା ୩୦: [664, 460, 872, 494]
zodiac-sign-name: କୁମ୍ଭ: [1120, 1699, 1206, 1725]
event-item: • ନାନାଜୀ ଦେଶମୁଖ ଭଜନ ସଭା, ସ୍ଥାନ: ବୁର୍ଲା, ସମୟ: ଅପରାହ୍ନ ୪ଟା: [664, 359, 872, 393]
event-column: [664, 186, 872, 831]
zodiac-sign-entry: [1118, 1261, 1470, 1393]
events-banner: ଆଜି କ’ଣ କେଉଁଠି: [310, 118, 780, 184]
zodiac-badge: [1118, 531, 1208, 663]
zodiac-sign-name: ମକର: [1120, 1553, 1206, 1579]
event-item: • ଭାଜପାର ପ୍ରଚାର କାର୍ଯ୍ୟକ୍ରମ, ସ୍ଥାନ: ପାଣ୍ଡ୍ରିପାଣି, ସମୟ: ପୂର୍ବାହ୍ନ ୧୧ଟା: [664, 241, 872, 275]
zodiac-symbol-icon: ♋: [1127, 709, 1199, 781]
event-item: • ନରସିଂହ ବିଶ୍ୱନାଥ ମହାପାତ୍ରଙ୍କ ଚତୁର୍ଥ ଶ୍ରାଦ୍ଧ ଉତ୍ସବ, ସ୍ଥାନ: ବଡ଼ଦାଣ୍ଡ, ସମୟ: ପୂର୍ବାହ୍ନ ୧୧ଟା: [10, 388, 218, 439]
article-headline: ଓଡ଼ିଶାର ପାସହାର...: [12, 1347, 177, 1371]
event-item: • ଭାରତୀୟ ଜନତା ପାର୍ଟିର କର୍ମୀ ସମ୍ମିଳନୀ, ସ୍ଥାନ: ମାର୍ଶାଘାଇ, ସମୟ: ସକାଳ ୧୦ଟା: [446, 249, 654, 283]
article-paragraph: ଇଡି ଚଢ଼ଉରେ ବିପୁଳ ପରିମାଣର ନଗଦ ଟଙ୍କା ଜବତ ହୋଇଛି। ଗଣନା ପାଇଁ ଯନ୍ତ୍ର ବ୍ୟବହାର କରାଯାଇଥିଲା।: [288, 1586, 550, 1619]
zodiac-sign-entry: [1118, 677, 1470, 809]
article-column: [840, 1340, 1102, 1482]
zodiac-sign-name: କର୍କଟ: [1120, 677, 1206, 703]
zodiac-symbol-icon: ♓: [1127, 1877, 1199, 1949]
zodiac-sign-entry: [1118, 1553, 1470, 1685]
zodiac-prediction-text: ବନ୍ଧୁମାନଙ୍କ ସହଯୋଗରେ କାର୍ଯ୍ୟ ସଫଳ ହେବ। ଅପ୍ରତ୍ୟାଶିତ ଲାଭ ମିଳିପାରେ। ପ୍ରିୟଜନଙ୍କ ସହ ସମୟ ବିତାଇବେ।: [1216, 1262, 1470, 1313]
zodiac-sign-entry: [1118, 823, 1470, 955]
article-paragraph: ଭୋଟରଙ୍କ ସୁବିଧା ପାଇଁ ପାନୀୟ ଜଳ, ଛାଇ ଓ ର‍୍ୟାମ୍ପ ବ୍ୟବସ୍ଥା କରାଯାଇଛି।: [564, 1401, 826, 1434]
column-rule: [441, 186, 442, 1276]
zodiac-prediction-text: ପରିଶ୍ରମର ଫଳ ମିଳିବ। ଆର୍ଥିକ ଲାଭ ହେବ। କର୍ମକ୍ଷେତ୍ରରେ ନୂଆ ଦାୟିତ୍ୱ ମିଳିପାରେ।: [1216, 1554, 1470, 1587]
event-item: • କଂଗ୍ରେସର ନିର୍ବାଚନୀ ପ୍ରଚାର, ସ୍ଥାନ: ରିଆମାଳ, ସମୟ: ସକାଳ ୭ଟା: [882, 581, 1090, 615]
logo-anniversary-number: 50: [33, 29, 65, 54]
event-item: • କାର୍ତ୍ତିକ ପାଠାଗାରର ବାର୍ଷିକ ଉତ୍ସବ, ସ୍ଥାନ: ଭଞ୍ଜନଗର, ସମୟ: ପୂର୍ବାହ୍ନ ୧୦ଟା: [228, 514, 436, 548]
event-item: • ଯୁବ ବିଜେଡି କର୍ମୀ ସମ୍ମିଳନୀ, ସ୍ଥାନ: ଉଲୁଣ୍ଡା, ସମୟ: ପୂର୍ବାହ୍ନ ୧୦ଟା: [664, 523, 872, 557]
